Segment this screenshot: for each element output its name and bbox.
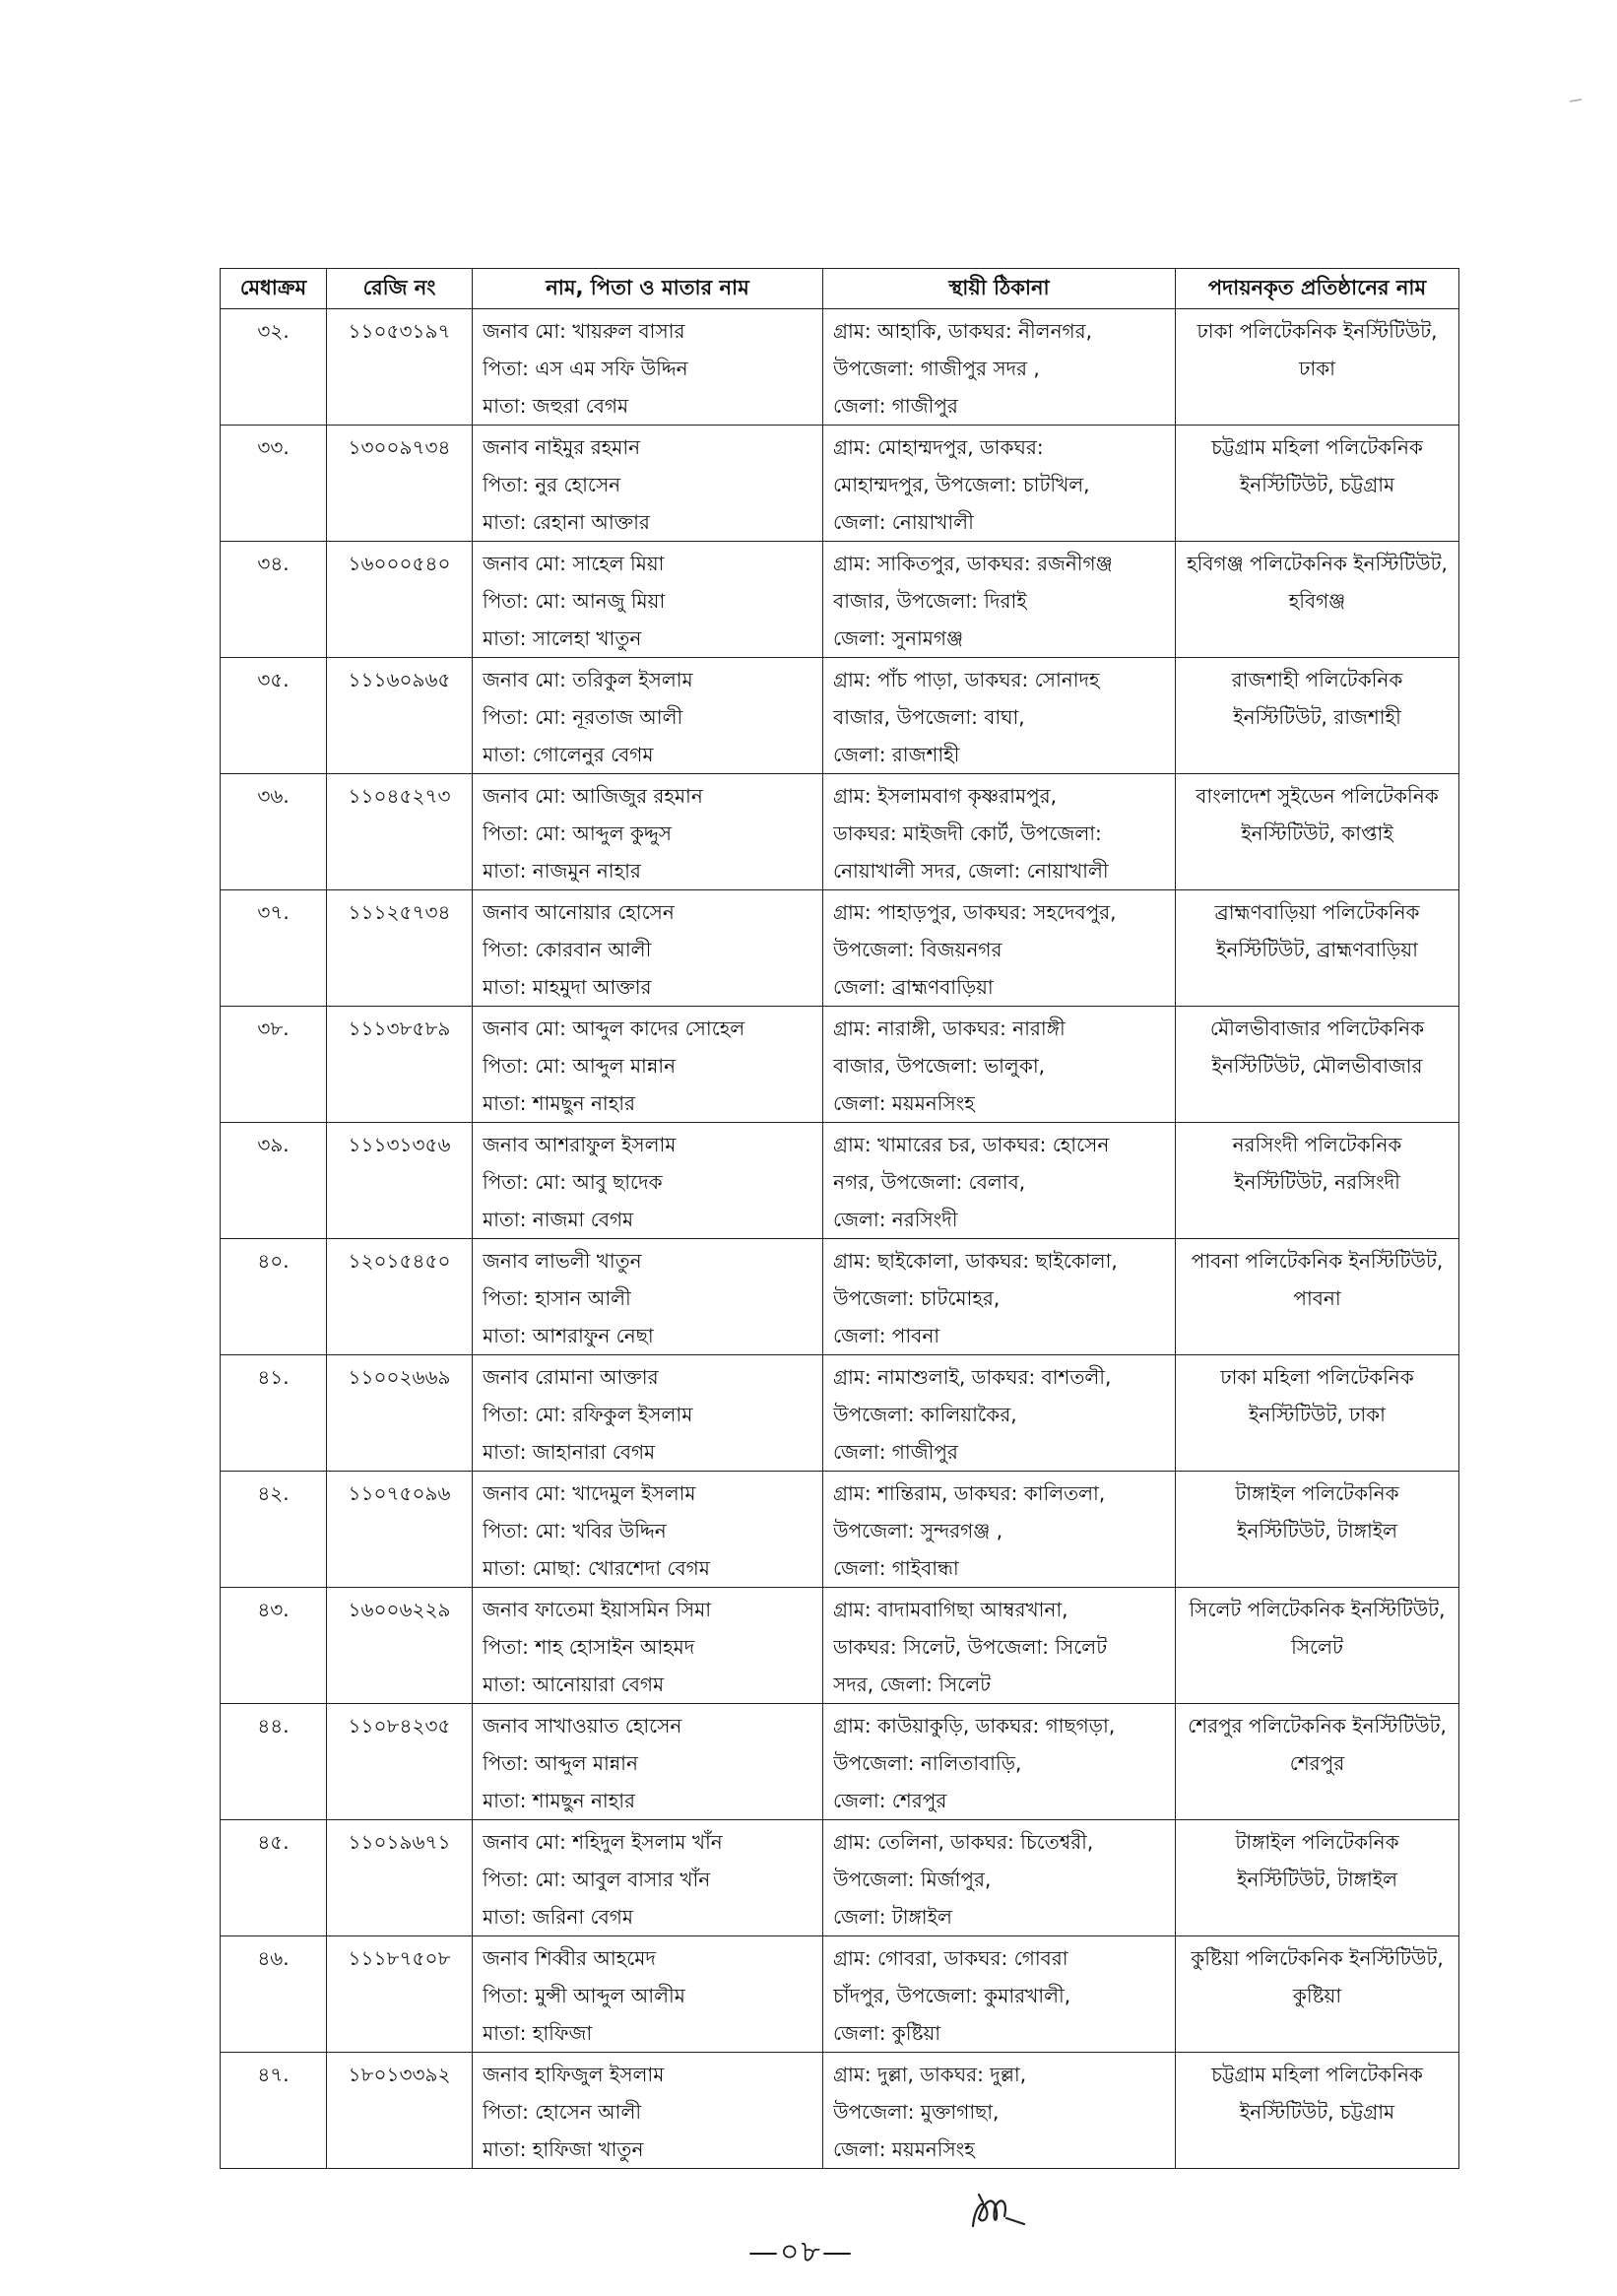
institute-cell: কুষ্টিয়া পলিটেকনিক ইনস্টিটিউট, কুষ্টিয়া — [1176, 1936, 1459, 2053]
table-row — [221, 774, 1459, 890]
candidate-name: জনাব শিব্বীর আহমেদ — [483, 1946, 656, 1970]
institute-cell: ঢাকা পলিটেকনিক ইনস্টিটিউট, ঢাকা — [1176, 309, 1459, 426]
institute-cell: নরসিংদী পলিটেকনিক ইনস্টিটিউট, নরসিংদী — [1176, 1123, 1459, 1239]
address-line: উপজেলা: নালিতাবাড়ি, — [833, 1751, 1022, 1775]
address-line: গ্রাম: নামাশুলাই, ডাকঘর: বাশতলী, — [833, 1365, 1112, 1389]
institute-cell: হবিগঞ্জ পলিটেকনিক ইনস্টিটিউট, হবিগঞ্জ — [1176, 542, 1459, 658]
address-line: জেলা: গাইবান্ধা — [833, 1556, 959, 1580]
mother-name: মাতা: জাহানারা বেগম — [483, 1440, 656, 1464]
candidate-name: জনাব মো: আজিজুর রহমান — [483, 784, 703, 808]
address-cell — [823, 658, 1176, 774]
father-name: পিতা: মুন্সী আব্দুল আলীম — [483, 1984, 685, 2007]
address-cell — [823, 426, 1176, 542]
address-line: গ্রাম: দুল্লা, ডাকঘর: দুল্লা, — [833, 2063, 1027, 2086]
address-line: নগর, উপজেলা: বেলাব, — [833, 1170, 1026, 1194]
father-name: পিতা: কোরবান আলী — [483, 938, 652, 961]
mother-name: মাতা: শামছুন নাহার — [483, 1091, 636, 1115]
institute-cell: মৌলভীবাজার পলিটেকনিক ইনস্টিটিউট, মৌলভীবাজার — [1176, 1007, 1459, 1123]
address-cell — [823, 774, 1176, 890]
institute-cell: ব্রাহ্মণবাড়িয়া পলিটেকনিক ইনস্টিটিউট, ব্রাহ্মণবাড়িয়া — [1176, 890, 1459, 1007]
table-row — [221, 1007, 1459, 1123]
table-row — [221, 426, 1459, 542]
table-row — [221, 658, 1459, 774]
serial-cell: ৪২. — [221, 1472, 327, 1588]
reg-cell: ১১০৪৫২৭৩ — [327, 774, 473, 890]
address-line: গ্রাম: বাদামবাগিছা আম্বরখানা, — [833, 1598, 1068, 1621]
address-line: গ্রাম: পাঁচ পাড়া, ডাকঘর: সোনাদহ — [833, 668, 1100, 691]
address-line: উপজেলা: মির্জাপুর, — [833, 1868, 992, 1891]
reg-cell: ১১০১৯৬৭১ — [327, 1820, 473, 1936]
candidate-name: জনাব মো: শহিদুল ইসলাম খাঁন — [483, 1830, 723, 1854]
serial-cell: ৩৫. — [221, 658, 327, 774]
name-cell — [473, 1936, 823, 2053]
address-line: গ্রাম: কাউয়াকুড়ি, ডাকঘর: গাছগড়া, — [833, 1714, 1116, 1738]
candidate-name: জনাব সাখাওয়াত হোসেন — [483, 1714, 682, 1738]
address-line: গ্রাম: ইসলামবাগ কৃষ্ণরামপুর, — [833, 784, 1058, 808]
serial-cell: ৩৪. — [221, 542, 327, 658]
header-name: নাম, পিতা ও মাতার নাম — [473, 269, 823, 309]
reg-cell: ১১০৮৪২৩৫ — [327, 1704, 473, 1820]
father-name: পিতা: মো: আনজু মিয়া — [483, 589, 666, 613]
candidate-name: জনাব লাভলী খাতুন — [483, 1249, 642, 1273]
father-name: পিতা: মো: নূরতাজ আলী — [483, 705, 683, 729]
father-name: পিতা: মো: খবির উদ্দিন — [483, 1519, 667, 1542]
serial-cell: ৪৫. — [221, 1820, 327, 1936]
institute-cell: চট্টগ্রাম মহিলা পলিটেকনিক ইনস্টিটিউট, চট্টগ্রাম — [1176, 2053, 1459, 2169]
institute-cell: বাংলাদেশ সুইডেন পলিটেকনিক ইনস্টিটিউট, কাপ্তাই — [1176, 774, 1459, 890]
reg-cell: ১৩০০৯৭৩৪ — [327, 426, 473, 542]
mother-name: মাতা: জরিনা বেগম — [483, 1905, 633, 1929]
address-cell — [823, 1355, 1176, 1472]
table-row — [221, 1820, 1459, 1936]
postings-table — [220, 268, 1459, 2169]
serial-cell: ৪৭. — [221, 2053, 327, 2169]
serial-cell: ৩৮. — [221, 1007, 327, 1123]
address-line: জেলা: ব্রাহ্মণবাড়িয়া — [833, 975, 994, 999]
reg-cell: ১১০৭৫০৯৬ — [327, 1472, 473, 1588]
name-cell — [473, 1239, 823, 1355]
address-line: গ্রাম: আহাকি, ডাকঘর: নীলনগর, — [833, 319, 1092, 343]
reg-cell: ১১১৩১৩৫৬ — [327, 1123, 473, 1239]
address-line: উপজেলা: গাজীপুর সদর , — [833, 357, 1040, 380]
reg-cell: ১১০৫৩১৯৭ — [327, 309, 473, 426]
address-cell — [823, 542, 1176, 658]
address-line: ডাকঘর: মাইজদী কোর্ট, উপজেলা: — [833, 821, 1102, 845]
institute-cell: চট্টগ্রাম মহিলা পলিটেকনিক ইনস্টিটিউট, চট্টগ্রাম — [1176, 426, 1459, 542]
name-cell — [473, 658, 823, 774]
serial-cell: ৩৭. — [221, 890, 327, 1007]
mother-name: মাতা: নাজমা বেগম — [483, 1208, 634, 1231]
address-line: জেলা: ময়মনসিংহ — [833, 2137, 975, 2161]
address-line: বাজার, উপজেলা: ভালুকা, — [833, 1054, 1045, 1078]
father-name: পিতা: আব্দুল মান্নান — [483, 1751, 638, 1775]
address-line: জেলা: নোয়াখালী — [833, 510, 974, 534]
address-line: সদর, জেলা: সিলেট — [833, 1673, 992, 1696]
mother-name: মাতা: সালেহা খাতুন — [483, 626, 642, 650]
reg-cell: ১১০০২৬৬৯ — [327, 1355, 473, 1472]
candidate-name: জনাব রোমানা আক্তার — [483, 1365, 659, 1389]
institute-cell: রাজশাহী পলিটেকনিক ইনস্টিটিউট, রাজশাহী — [1176, 658, 1459, 774]
institute-cell: টাঙ্গাইল পলিটেকনিক ইনস্টিটিউট, টাঙ্গাইল — [1176, 1820, 1459, 1936]
address-cell — [823, 1936, 1176, 2053]
reg-cell: ১১১৩৮৫৮৯ — [327, 1007, 473, 1123]
scan-mark — [1570, 98, 1584, 102]
table-row — [221, 1239, 1459, 1355]
candidate-name: জনাব নাইমুর রহমান — [483, 435, 641, 459]
address-line: গ্রাম: পাহাড়পুর, ডাকঘর: সহদেবপুর, — [833, 900, 1117, 924]
header-institute: পদায়নকৃত প্রতিষ্ঠানের নাম — [1176, 269, 1459, 309]
serial-cell: ৪৩. — [221, 1588, 327, 1704]
candidate-name: জনাব মো: আব্দুল কাদের সোহেল — [483, 1017, 745, 1040]
candidate-name: জনাব মো: তরিকুল ইসলাম — [483, 668, 693, 691]
institute-cell: ঢাকা মহিলা পলিটেকনিক ইনস্টিটিউট, ঢাকা — [1176, 1355, 1459, 1472]
candidate-name: জনাব আনোয়ার হোসেন — [483, 900, 675, 924]
candidate-name: জনাব মো: খায়রুল বাসার — [483, 319, 685, 343]
name-cell — [473, 1588, 823, 1704]
name-cell — [473, 1704, 823, 1820]
father-name: পিতা: হোসেন আলী — [483, 2100, 642, 2124]
address-line: গ্রাম: শান্তিরাম, ডাকঘর: কালিতলা, — [833, 1481, 1106, 1505]
name-cell — [473, 426, 823, 542]
table-row — [221, 1704, 1459, 1820]
address-cell — [823, 1123, 1176, 1239]
reg-cell: ১২০১৫৪৫০ — [327, 1239, 473, 1355]
mother-name: মাতা: হাফিজা — [483, 2021, 593, 2045]
father-name: পিতা: হাসান আলী — [483, 1286, 631, 1310]
address-line: গ্রাম: সাকিতপুর, ডাকঘর: রজনীগঞ্জ — [833, 552, 1113, 575]
name-cell — [473, 1355, 823, 1472]
address-cell — [823, 1007, 1176, 1123]
institute-cell: টাঙ্গাইল পলিটেকনিক ইনস্টিটিউট, টাঙ্গাইল — [1176, 1472, 1459, 1588]
serial-cell: ৪১. — [221, 1355, 327, 1472]
father-name: পিতা: মো: আবুল বাসার খাঁন — [483, 1868, 711, 1891]
candidate-name: জনাব মো: সাহেল মিয়া — [483, 552, 665, 575]
table-row — [221, 890, 1459, 1007]
address-line: উপজেলা: সুন্দরগঞ্জ , — [833, 1519, 1003, 1542]
institute-cell: সিলেট পলিটেকনিক ইনস্টিটিউট, সিলেট — [1176, 1588, 1459, 1704]
address-line: উপজেলা: চাটমোহর, — [833, 1286, 1001, 1310]
table-row — [221, 1936, 1459, 2053]
reg-cell: ১৮০১৩৩৯২ — [327, 2053, 473, 2169]
table-row — [221, 2053, 1459, 2169]
address-line: উপজেলা: বিজয়নগর — [833, 938, 1003, 961]
address-line: উপজেলা: কালিয়াকৈর, — [833, 1403, 1017, 1426]
address-line: চাঁদপুর, উপজেলা: কুমারখালী, — [833, 1984, 1071, 2007]
address-line: মোহাম্মদপুর, উপজেলা: চাটখিল, — [833, 473, 1090, 496]
address-line: জেলা: শেরপুর — [833, 1789, 947, 1812]
mother-name: মাতা: রেহানা আক্তার — [483, 510, 650, 534]
candidate-name: জনাব ফাতেমা ইয়াসমিন সিমা — [483, 1598, 711, 1621]
address-line: জেলা: ময়মনসিংহ — [833, 1091, 975, 1115]
name-cell — [473, 890, 823, 1007]
serial-cell: ৩৩. — [221, 426, 327, 542]
father-name: পিতা: এস এম সফি উদ্দিন — [483, 357, 688, 380]
serial-cell: ৩৬. — [221, 774, 327, 890]
reg-cell: ১১১৬০৯৬৫ — [327, 658, 473, 774]
serial-cell: ৪৬. — [221, 1936, 327, 2053]
address-line: জেলা: গাজীপুর — [833, 1440, 958, 1464]
address-cell — [823, 1704, 1176, 1820]
address-line: জেলা: গাজীপুর — [833, 394, 958, 418]
address-line: জেলা: টাঙ্গাইল — [833, 1905, 952, 1929]
address-cell — [823, 1820, 1176, 1936]
reg-cell: ১১১৮৭৫০৮ — [327, 1936, 473, 2053]
father-name: পিতা: শাহ হোসাইন আহমদ — [483, 1635, 695, 1659]
address-cell — [823, 890, 1176, 1007]
address-line: জেলা: নরসিংদী — [833, 1208, 958, 1231]
header-address: স্থায়ী ঠিকানা — [823, 269, 1176, 309]
header-serial: মেধাক্রম — [221, 269, 327, 309]
father-name: পিতা: মো: আব্দুল মান্নান — [483, 1054, 677, 1078]
mother-name: মাতা: জহুরা বেগম — [483, 394, 629, 418]
address-line: গ্রাম: নারাঙ্গী, ডাকঘর: নারাঙ্গী — [833, 1017, 1066, 1040]
mother-name: মাতা: আশরাফুন নেছা — [483, 1324, 654, 1347]
address-cell — [823, 1239, 1176, 1355]
name-cell — [473, 542, 823, 658]
name-cell — [473, 1007, 823, 1123]
serial-cell: ৪০. — [221, 1239, 327, 1355]
mother-name: মাতা: শামছুন নাহার — [483, 1789, 636, 1812]
institute-cell: শেরপুর পলিটেকনিক ইনস্টিটিউট, শেরপুর — [1176, 1704, 1459, 1820]
table-body — [221, 309, 1459, 2169]
name-cell — [473, 774, 823, 890]
address-cell — [823, 2053, 1176, 2169]
address-cell — [823, 1472, 1176, 1588]
page-number: —০৮— — [748, 2235, 854, 2269]
mother-name: মাতা: নাজমুন নাহার — [483, 859, 641, 883]
address-cell — [823, 1588, 1176, 1704]
table-row — [221, 1588, 1459, 1704]
address-line: জেলা: পাবনা — [833, 1324, 940, 1347]
institute-cell: পাবনা পলিটেকনিক ইনস্টিটিউট, পাবনা — [1176, 1239, 1459, 1355]
signature-image — [965, 2189, 1034, 2238]
table-row — [221, 1472, 1459, 1588]
table-row — [221, 1355, 1459, 1472]
reg-cell: ১১১২৫৭৩৪ — [327, 890, 473, 1007]
name-cell — [473, 1820, 823, 1936]
father-name: পিতা: মো: রফিকুল ইসলাম — [483, 1403, 693, 1426]
candidate-name: জনাব হাফিজুল ইসলাম — [483, 2063, 665, 2086]
address-line: জেলা: কুষ্টিয়া — [833, 2021, 941, 2045]
table-header-row — [221, 269, 1459, 309]
serial-cell: ৩২. — [221, 309, 327, 426]
name-cell — [473, 1472, 823, 1588]
name-cell — [473, 1123, 823, 1239]
mother-name: মাতা: গোলেনুর বেগম — [483, 743, 654, 766]
name-cell — [473, 2053, 823, 2169]
table-row — [221, 1123, 1459, 1239]
header-reg: রেজি নং — [327, 269, 473, 309]
father-name: পিতা: মো: আবু ছাদেক — [483, 1170, 663, 1194]
address-line: বাজার, উপজেলা: বাঘা, — [833, 705, 1025, 729]
candidate-name: জনাব আশরাফুল ইসলাম — [483, 1133, 677, 1156]
address-line: গ্রাম: ছাইকোলা, ডাকঘর: ছাইকোলা, — [833, 1249, 1118, 1273]
address-line: গ্রাম: গোবরা, ডাকঘর: গোবরা — [833, 1946, 1068, 1970]
address-line: নোয়াখালী সদর, জেলা: নোয়াখালী — [833, 859, 1109, 883]
address-cell — [823, 309, 1176, 426]
mother-name: মাতা: হাফিজা খাতুন — [483, 2137, 644, 2161]
mother-name: মাতা: মোছা: খোরশেদা বেগম — [483, 1556, 710, 1580]
name-cell — [473, 309, 823, 426]
serial-cell: ৩৯. — [221, 1123, 327, 1239]
address-line: বাজার, উপজেলা: দিরাই — [833, 589, 1027, 613]
serial-cell: ৪৪. — [221, 1704, 327, 1820]
mother-name: মাতা: মাহমুদা আক্তার — [483, 975, 652, 999]
address-line: গ্রাম: খামারের চর, ডাকঘর: হোসেন — [833, 1133, 1110, 1156]
table-row — [221, 309, 1459, 426]
address-line: উপজেলা: মুক্তাগাছা, — [833, 2100, 1000, 2124]
address-line: জেলা: রাজশাহী — [833, 743, 960, 766]
reg-cell: ১৬০০৬২২৯ — [327, 1588, 473, 1704]
address-line: গ্রাম: তেলিনা, ডাকঘর: চিতেশ্বরী, — [833, 1830, 1094, 1854]
mother-name: মাতা: আনোয়ারা বেগম — [483, 1673, 665, 1696]
candidate-name: জনাব মো: খাদেমুল ইসলাম — [483, 1481, 696, 1505]
table-row — [221, 542, 1459, 658]
father-name: পিতা: মো: আব্দুল কুদ্দুস — [483, 821, 672, 845]
address-line: ডাকঘর: সিলেট, উপজেলা: সিলেট — [833, 1635, 1108, 1659]
address-line: জেলা: সুনামগঞ্জ — [833, 626, 964, 650]
father-name: পিতা: নুর হোসেন — [483, 473, 621, 496]
address-line: গ্রাম: মোহাম্মদপুর, ডাকঘর: — [833, 435, 1044, 459]
reg-cell: ১৬০০০৫৪০ — [327, 542, 473, 658]
